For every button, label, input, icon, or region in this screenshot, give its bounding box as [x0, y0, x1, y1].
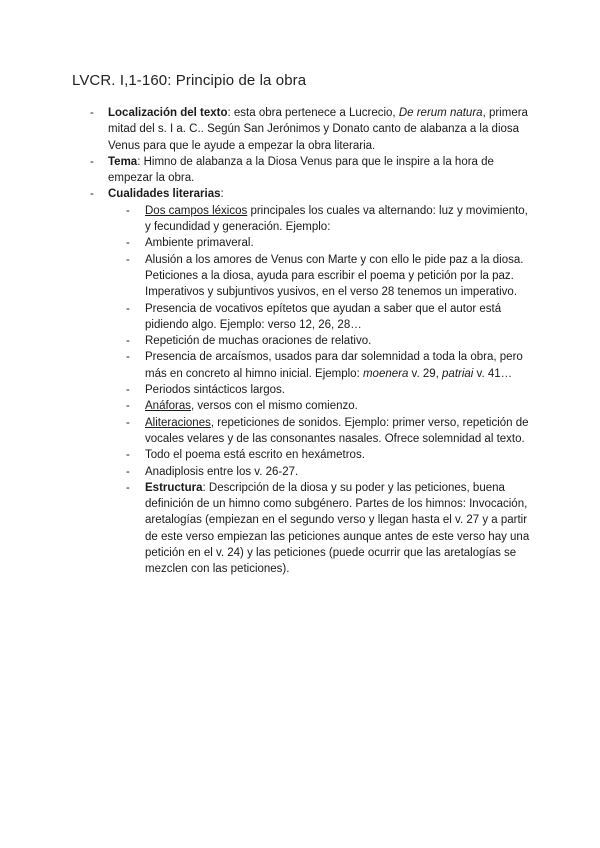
sub-item-text: Alusión a los amores de Venus con Marte y con ello le pide paz a la diosa. Peticiones a la diosa, ayuda para escribir el poema y petición por la paz. Imperativos y subjuntivos yusivos, en el verso 28 tenemos un imperativo.	[145, 253, 524, 299]
sub-item-ambiente	[108, 235, 532, 251]
list-dash: -	[126, 465, 130, 478]
item-label: Localización del texto	[108, 107, 228, 119]
list-dash: -	[126, 384, 130, 397]
item-label: Tema	[108, 155, 138, 168]
list-dash: -	[126, 449, 130, 462]
sub-item-underlined: Aliteraciones	[145, 416, 211, 429]
sub-item-italic: patriai	[442, 367, 474, 380]
main-list	[72, 105, 532, 578]
sub-item-periodos	[108, 382, 532, 398]
sub-item-arcaismos	[108, 349, 532, 382]
page-title: LVCR. I,1-160: Principio de la obra	[72, 72, 307, 89]
item-text: : Himno de alabanza a la Diosa Venus para que le inspire a la hora de empezar la obra.	[108, 155, 494, 185]
sub-item-vocativos	[108, 301, 532, 334]
list-dash: -	[126, 416, 130, 429]
item-text: :	[220, 188, 224, 201]
sub-item-text: principales los cuales va alternando: luz y movimiento, y fecundidad y generación. Ejemplo:	[145, 204, 528, 234]
list-dash: -	[90, 155, 94, 168]
sub-item-aliteraciones	[108, 415, 532, 448]
item-text: , primera mitad del s. I a. C.. Según San Jerónimos y Donato canto de alabanza a la diosa Venus para que le ayude a empezar la obra literaria.	[108, 107, 528, 152]
list-dash: -	[126, 351, 130, 364]
sub-item-anadiplosis	[108, 464, 532, 480]
sub-item-underlined: Dos campos léxicos	[145, 204, 248, 217]
sub-item-text: : Descripción de la diosa y su poder y las peticiones, buena definición de un himno como subgénero. Partes de los himnos: Invocación, aretalogías (empiezan en el segundo verso y llegan hasta el v. 27 y a partir de este verso empiezan las peticiones aunque antes de este verso hay una petición en el v. 24) y las peticiones (puede ocurrir que las aretalogías se mezclen con las peticiones).	[145, 481, 530, 576]
list-dash: -	[126, 481, 130, 494]
sub-item-italic: moenera	[362, 367, 409, 380]
item-text: : esta obra pertenece a Lucrecio,	[227, 107, 399, 119]
item-italic: De rerum natura	[398, 107, 483, 119]
sub-item-campos-lexicos	[108, 203, 532, 236]
sub-item-anaforas	[108, 398, 532, 414]
list-dash: -	[126, 204, 130, 217]
sub-item-text: Presencia de vocativos epítetos que ayudan a saber que el autor está pidiendo algo. Ejemplo: verso 12, 26, 28…	[145, 302, 502, 331]
sub-item-text: Todo el poema está escrito en hexámetros.	[145, 449, 365, 462]
list-dash: -	[126, 335, 130, 348]
list-dash: -	[126, 237, 130, 250]
sub-item-bold: Estructura	[145, 481, 203, 494]
sub-item-text: v. 41…	[473, 367, 513, 380]
item-label: Cualidades literarias	[108, 188, 221, 201]
sub-item-text: Ambiente primaveral.	[145, 237, 254, 250]
sub-item-repeticion	[108, 333, 532, 349]
sub-item-text: , versos con el mismo comienzo.	[191, 400, 358, 413]
sub-item-text: Presencia de arcaísmos, usados para dar solemnidad a toda la obra, pero más en concreto al himno inicial. Ejemplo:	[145, 351, 523, 380]
sub-item-text: Anadiplosis entre los v. 26-27.	[145, 465, 299, 478]
list-dash: -	[90, 107, 94, 119]
list-dash: -	[126, 253, 130, 266]
sub-item-alusion	[108, 252, 532, 301]
sub-item-text: Repetición de muchas oraciones de relativo.	[145, 335, 372, 348]
list-item-localizacion	[72, 105, 532, 154]
sub-item-text: Periodos sintácticos largos.	[145, 384, 285, 397]
sub-item-estructura	[108, 480, 532, 578]
list-item-cualidades	[72, 186, 532, 577]
sub-item-hexametros	[108, 447, 532, 463]
sub-list	[108, 203, 532, 578]
sub-item-text: , repeticiones de sonidos. Ejemplo: primer verso, repetición de vocales velares y de las consonantes nasales. Ofrece solemnidad al texto.	[145, 416, 529, 445]
sub-item-underlined: Anáforas	[145, 400, 192, 413]
list-dash: -	[126, 302, 130, 315]
list-dash: -	[90, 188, 94, 201]
list-item-tema	[72, 154, 532, 187]
list-dash: -	[126, 400, 130, 413]
sub-item-text: v. 29,	[408, 367, 443, 380]
